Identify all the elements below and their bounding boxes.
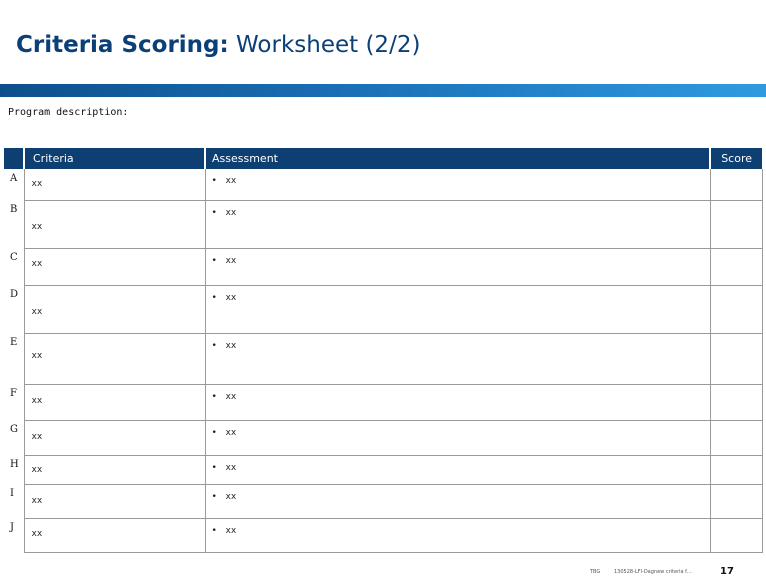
table-row bbox=[4, 484, 762, 518]
score-cell[interactable] bbox=[710, 420, 762, 455]
bullet-icon: • bbox=[211, 525, 217, 536]
criteria-cell[interactable] bbox=[24, 455, 205, 484]
page-number: 17 bbox=[720, 566, 734, 577]
criteria-cell[interactable] bbox=[24, 333, 205, 384]
bullet-icon: • bbox=[211, 207, 217, 218]
row-letter: E bbox=[10, 337, 18, 348]
score-cell[interactable] bbox=[710, 484, 762, 518]
assessment-text: xx bbox=[225, 207, 237, 218]
assessment-cell[interactable] bbox=[205, 484, 710, 518]
header-criteria: Criteria bbox=[24, 148, 205, 169]
score-cell[interactable] bbox=[710, 200, 762, 248]
table-row bbox=[4, 248, 762, 285]
header-assessment: Assessment bbox=[205, 148, 710, 169]
criteria-cell[interactable] bbox=[24, 285, 205, 333]
table-row bbox=[4, 518, 762, 552]
row-letter: H bbox=[10, 459, 19, 470]
criteria-cell[interactable] bbox=[24, 200, 205, 248]
criteria-cell[interactable] bbox=[24, 384, 205, 420]
bullet-icon: • bbox=[211, 462, 217, 473]
score-cell[interactable] bbox=[710, 518, 762, 552]
table-row bbox=[4, 384, 762, 420]
criteria-cell[interactable] bbox=[24, 518, 205, 552]
criteria-cell[interactable] bbox=[24, 248, 205, 285]
score-cell[interactable] bbox=[710, 285, 762, 333]
assessment-text: xx bbox=[225, 462, 237, 473]
scoring-table bbox=[4, 148, 763, 553]
criteria-text: xx bbox=[31, 431, 43, 442]
assessment-cell[interactable] bbox=[205, 200, 710, 248]
bullet-icon: • bbox=[211, 391, 217, 402]
row-letter: B bbox=[10, 204, 18, 215]
row-letter: D bbox=[10, 289, 19, 300]
bullet-icon: • bbox=[211, 292, 217, 303]
header-letter-cell bbox=[4, 148, 24, 169]
criteria-text: xx bbox=[31, 495, 43, 506]
title-strong: Criteria Scoring: bbox=[16, 32, 229, 58]
assessment-cell[interactable] bbox=[205, 384, 710, 420]
assessment-text: xx bbox=[225, 427, 237, 438]
criteria-text: xx bbox=[31, 258, 43, 269]
row-letter: I bbox=[10, 488, 14, 499]
criteria-cell[interactable] bbox=[24, 420, 205, 455]
criteria-text: xx bbox=[31, 221, 43, 232]
criteria-text: xx bbox=[31, 306, 43, 317]
assessment-cell[interactable] bbox=[205, 248, 710, 285]
score-cell[interactable] bbox=[710, 248, 762, 285]
bullet-icon: • bbox=[211, 255, 217, 266]
assessment-cell[interactable] bbox=[205, 285, 710, 333]
bullet-icon: • bbox=[211, 340, 217, 351]
bullet-icon: • bbox=[211, 427, 217, 438]
header-score: Score bbox=[710, 148, 762, 169]
program-description-label: Program description: bbox=[8, 107, 129, 118]
assessment-text: xx bbox=[225, 491, 237, 502]
criteria-text: xx bbox=[31, 179, 43, 189]
score-cell[interactable] bbox=[710, 455, 762, 484]
assessment-text: xx bbox=[225, 176, 237, 186]
title-rule bbox=[0, 84, 766, 97]
row-letter: F bbox=[10, 388, 17, 399]
row-letter: C bbox=[10, 252, 18, 263]
assessment-text: xx bbox=[225, 255, 237, 266]
score-cell[interactable] bbox=[710, 333, 762, 384]
table-row bbox=[4, 333, 762, 384]
score-cell[interactable] bbox=[710, 169, 762, 200]
criteria-cell[interactable] bbox=[24, 169, 205, 200]
table-row bbox=[4, 285, 762, 333]
bullet-icon: • bbox=[211, 176, 217, 186]
table-header-row bbox=[4, 148, 762, 169]
assessment-text: xx bbox=[225, 525, 237, 536]
assessment-cell[interactable] bbox=[205, 518, 710, 552]
row-letter: J bbox=[10, 522, 15, 533]
criteria-text: xx bbox=[31, 528, 43, 539]
criteria-text: xx bbox=[31, 350, 43, 361]
score-cell[interactable] bbox=[710, 384, 762, 420]
assessment-cell[interactable] bbox=[205, 455, 710, 484]
bullet-icon: • bbox=[211, 491, 217, 502]
table-row bbox=[4, 200, 762, 248]
criteria-cell[interactable] bbox=[24, 484, 205, 518]
title-light: Worksheet (2/2) bbox=[236, 32, 421, 58]
footer-file: 130528-LFI-Dagnew criteria f… bbox=[614, 569, 692, 575]
assessment-cell[interactable] bbox=[205, 333, 710, 384]
assessment-text: xx bbox=[225, 391, 237, 402]
criteria-text: xx bbox=[31, 395, 43, 406]
table-body bbox=[4, 169, 762, 552]
assessment-text: xx bbox=[225, 292, 237, 303]
footer-org: TBG bbox=[590, 569, 601, 575]
assessment-cell[interactable] bbox=[205, 169, 710, 200]
row-letter: G bbox=[10, 424, 18, 435]
criteria-text: xx bbox=[31, 464, 43, 475]
assessment-cell[interactable] bbox=[205, 420, 710, 455]
table-row bbox=[4, 420, 762, 455]
table-row bbox=[4, 455, 762, 484]
slide-title bbox=[16, 32, 420, 58]
row-letter: A bbox=[10, 173, 18, 184]
table-row bbox=[4, 169, 762, 200]
assessment-text: xx bbox=[225, 340, 237, 351]
